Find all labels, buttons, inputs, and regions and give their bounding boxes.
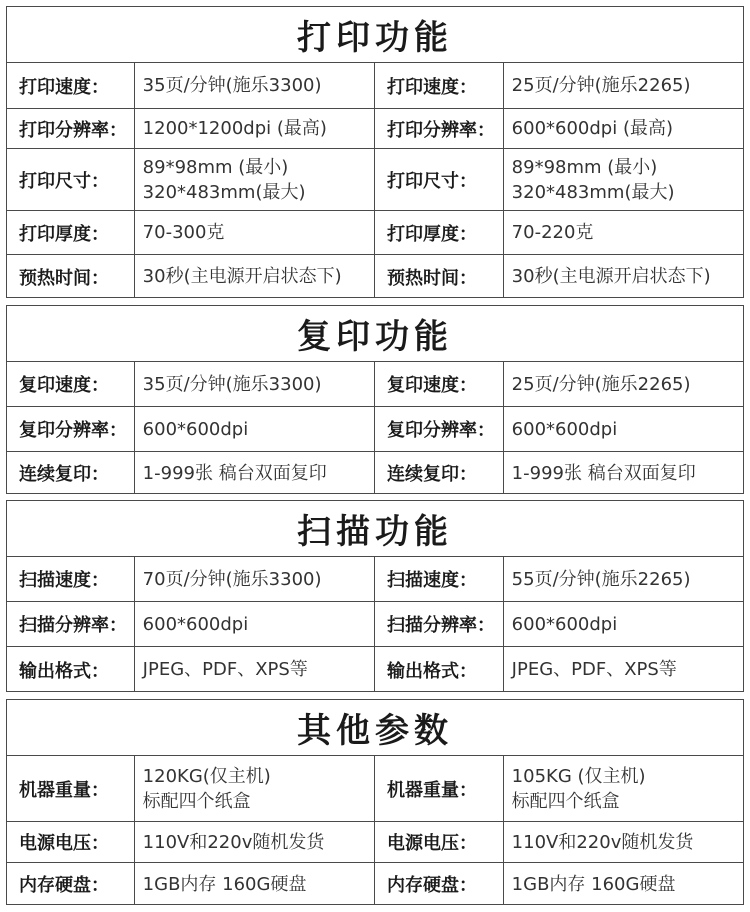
- spec-value: 600*600dpi: [135, 602, 375, 646]
- scan-section: [6, 500, 744, 692]
- section-title: 其他参数: [7, 700, 743, 756]
- spec-value: 600*600dpi: [511, 418, 618, 440]
- spec-label: 打印分辨率：: [375, 109, 504, 148]
- spec-row: [7, 109, 743, 149]
- spec-row: [7, 255, 743, 298]
- spec-label: 打印尺寸：: [375, 149, 504, 210]
- spec-label: 复印速度：: [375, 362, 504, 406]
- spec-value: 35页/分钟(施乐3300): [135, 63, 375, 108]
- spec-value: 30秒(主电源开启状态下): [511, 266, 711, 287]
- spec-label: 预热时间：: [7, 255, 135, 298]
- spec-row: [7, 647, 743, 692]
- spec-label: 内存硬盘：: [375, 863, 504, 905]
- copy-section: [6, 305, 744, 494]
- spec-value: 110V和220v随机发货: [511, 831, 694, 853]
- spec-label: 内存硬盘：: [7, 863, 135, 905]
- spec-row: [7, 863, 743, 905]
- spec-label: 电源电压：: [375, 822, 504, 862]
- spec-label: 输出格式：: [375, 647, 504, 692]
- spec-label: 打印厚度：: [7, 211, 135, 254]
- spec-value: 1GB内存 160G硬盘: [511, 873, 676, 895]
- spec-label: 机器重量：: [375, 756, 504, 821]
- spec-row: [7, 822, 743, 863]
- spec-row: [7, 602, 743, 647]
- spec-value: 70页/分钟(施乐3300): [135, 557, 375, 601]
- spec-value: 600*600dpi: [511, 613, 618, 635]
- spec-value: 105KG (仅主机) 标配四个纸盒: [511, 765, 646, 812]
- spec-row: [7, 149, 743, 211]
- spec-label: 复印分辨率：: [375, 407, 504, 451]
- section-title: 扫描功能: [7, 501, 743, 557]
- spec-value: 25页/分钟(施乐2265): [511, 75, 691, 96]
- spec-value: JPEG、PDF、XPS等: [511, 659, 677, 680]
- spec-value: 70-300克: [135, 211, 375, 254]
- spec-row: [7, 452, 743, 494]
- spec-value: 1-999张 稿台双面复印: [135, 452, 375, 494]
- spec-value: 89*98mm (最小) 320*483mm(最大): [135, 149, 375, 210]
- spec-value: 110V和220v随机发货: [135, 822, 375, 862]
- spec-label: 打印厚度：: [375, 211, 504, 254]
- spec-value: 1200*1200dpi (最高): [135, 109, 375, 148]
- section-title: 复印功能: [7, 306, 743, 362]
- other-section: [6, 699, 744, 905]
- spec-value: 1-999张 稿台双面复印: [511, 462, 696, 484]
- print-section: [6, 6, 744, 298]
- section-title: 打印功能: [7, 7, 743, 63]
- spec-value: 25页/分钟(施乐2265): [511, 373, 691, 395]
- spec-value: 120KG(仅主机) 标配四个纸盒: [135, 756, 375, 821]
- spec-value: JPEG、PDF、XPS等: [135, 647, 375, 692]
- spec-label: 复印速度：: [7, 362, 135, 406]
- spec-label: 机器重量：: [7, 756, 135, 821]
- spec-label: 输出格式：: [7, 647, 135, 692]
- spec-label: 复印分辨率：: [7, 407, 135, 451]
- spec-value: 600*600dpi (最高): [511, 118, 674, 139]
- spec-value: 1GB内存 160G硬盘: [135, 863, 375, 905]
- spec-label: 打印尺寸：: [7, 149, 135, 210]
- spec-label: 扫描分辨率：: [375, 602, 504, 646]
- spec-value: 30秒(主电源开启状态下): [135, 255, 375, 298]
- spec-label: 打印速度：: [375, 63, 504, 108]
- spec-row: [7, 756, 743, 822]
- spec-label: 预热时间：: [375, 255, 504, 298]
- spec-value: 55页/分钟(施乐2265): [511, 568, 691, 590]
- spec-label: 打印速度：: [7, 63, 135, 108]
- spec-value: 600*600dpi: [135, 407, 375, 451]
- spec-label: 连续复印：: [7, 452, 135, 494]
- spec-row: [7, 211, 743, 255]
- spec-label: 电源电压：: [7, 822, 135, 862]
- spec-value: 89*98mm (最小) 320*483mm(最大): [511, 156, 675, 203]
- spec-row: [7, 407, 743, 452]
- spec-row: [7, 557, 743, 602]
- spec-row: [7, 362, 743, 407]
- spec-label: 扫描分辨率：: [7, 602, 135, 646]
- spec-label: 扫描速度：: [7, 557, 135, 601]
- spec-value: 35页/分钟(施乐3300): [135, 362, 375, 406]
- spec-label: 扫描速度：: [375, 557, 504, 601]
- spec-row: [7, 63, 743, 109]
- spec-value: 70-220克: [511, 222, 594, 243]
- spec-label: 连续复印：: [375, 452, 504, 494]
- spec-label: 打印分辨率：: [7, 109, 135, 148]
